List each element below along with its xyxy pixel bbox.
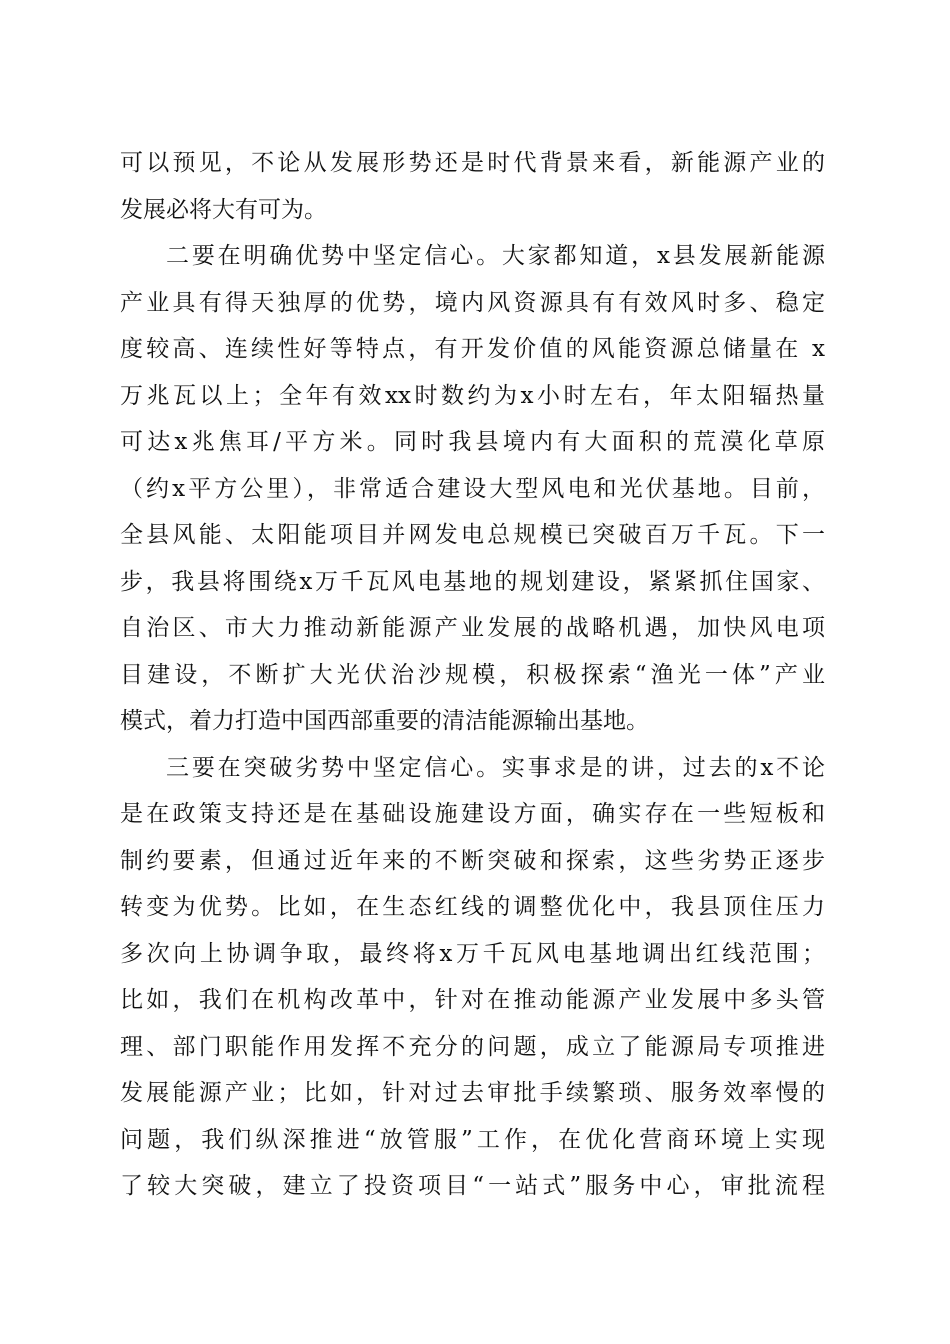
body-text xyxy=(120,140,825,1210)
paragraph-line: 比如，我们在机构改革中，针对在推动能源产业发展中多头管 xyxy=(120,987,825,1013)
paragraph-first-line: 三要在突破劣势中坚定信心。实事求是的讲，过去的x不论 xyxy=(166,754,825,781)
paragraph-line: 问题，我们纵深推进“放管服”工作，在优化营商环境上实现 xyxy=(120,1126,825,1153)
paragraph-line: 自治区、市大力推动新能源产业发展的战略机遇，加快风电项 xyxy=(120,615,825,641)
paragraph-line: 是在政策支持还是在基础设施建设方面，确实存在一些短板和 xyxy=(120,801,825,827)
paragraph-line: 多次向上协调争取，最终将x万千瓦风电基地调出红线范围； xyxy=(120,940,825,967)
paragraph-line: 了较大突破，建立了投资项目“一站式”服务中心，审批流程 xyxy=(120,1173,825,1199)
paragraph-first-line: 二要在明确优势中坚定信心。大家都知道，x县发展新能源 xyxy=(166,243,825,269)
paragraph-line: 可以预见，不论从发展形势还是时代背景来看，新能源产业的 xyxy=(120,150,825,176)
paragraph-line: 可达x兆焦耳/平方米。同时我县境内有大面积的荒漠化草原 xyxy=(120,429,825,455)
paragraph-line: 产业具有得天独厚的优势，境内风资源具有有效风时多、稳定 xyxy=(120,289,825,316)
paragraph-line: 理、部门职能作用发挥不充分的问题，成立了能源局专项推进 xyxy=(120,1033,825,1060)
paragraph-line: 模式，着力打造中国西部重要的清洁能源输出基地。 xyxy=(120,708,649,734)
paragraph-line: 发展能源产业；比如，针对过去审批手续繁琐、服务效率慢的 xyxy=(120,1080,825,1106)
paragraph-line: 度较高、连续性好等特点，有开发价值的风能资源总储量在 x xyxy=(120,336,825,362)
paragraph-line: 万兆瓦以上；全年有效xx时数约为x小时左右，年太阳辐热量 xyxy=(120,382,825,409)
paragraph-line: 步，我县将围绕x万千瓦风电基地的规划建设，紧紧抓住国家、 xyxy=(120,568,825,595)
paragraph-line: 全县风能、太阳能项目并网发电总规模已突破百万千瓦。下一 xyxy=(120,522,825,548)
paragraph-line: （约x平方公里），非常适合建设大型风电和光伏基地。目前， xyxy=(120,475,825,502)
paragraph-line: 制约要素，但通过近年来的不断突破和探索，这些劣势正逐步 xyxy=(120,847,825,874)
paragraph-line: 目建设，不断扩大光伏治沙规模，积极探索“渔光一体”产业 xyxy=(120,661,825,688)
paragraph-line: 转变为优势。比如，在生态红线的调整优化中，我县顶住压力 xyxy=(120,894,825,920)
paragraph-line: 发展必将大有可为。 xyxy=(120,196,327,223)
